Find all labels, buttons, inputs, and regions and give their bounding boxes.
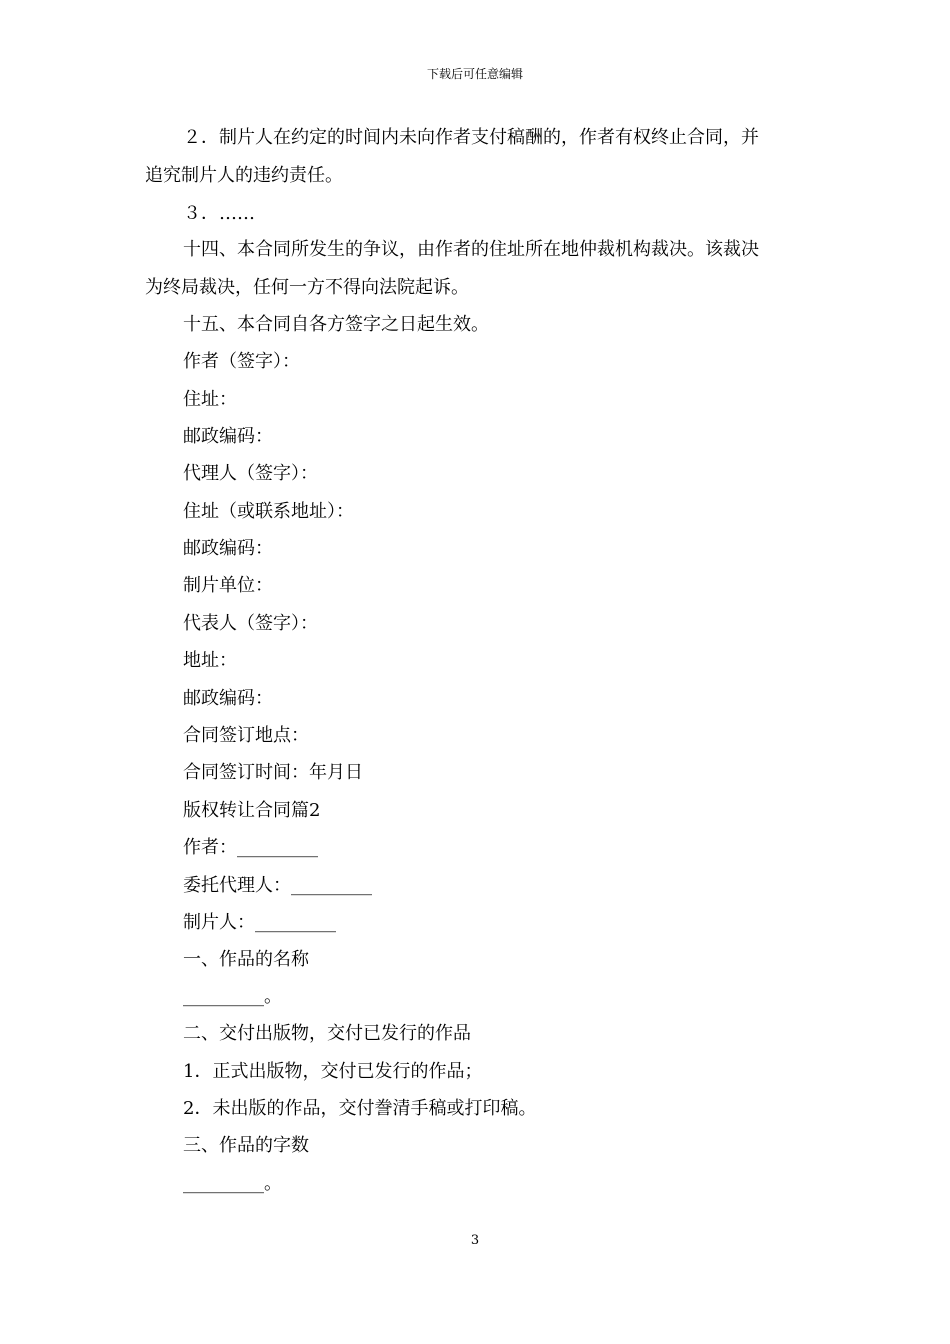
signature-line: 住址： (183, 389, 237, 410)
signature-line: 作者（签字）： (183, 351, 300, 372)
text-line: _________。 (183, 986, 282, 1007)
text-line: 十五、本合同自各方签字之日起生效。 (183, 314, 489, 335)
signature-line: 住址（或联系地址）： (183, 501, 354, 522)
signature-line: 邮政编码： (183, 538, 273, 559)
text-line: 委托代理人：_________ (183, 875, 372, 896)
text-line: ２．制片人在约定的时间内未向作者支付稿酬的，作者有权终止合同，并 (183, 127, 759, 148)
text-line: 一、作品的名称 (183, 949, 309, 970)
text-line: 2．未出版的作品，交付誊清手稿或打印稿。 (183, 1098, 537, 1119)
signature-line: 合同签订时间：年月日 (183, 762, 363, 783)
text-line: _________。 (183, 1173, 282, 1194)
text-line: 1．正式出版物，交付已发行的作品； (183, 1061, 483, 1082)
text-line: 二、交付出版物，交付已发行的作品 (183, 1023, 471, 1044)
signature-line: 邮政编码： (183, 688, 273, 709)
text-line: 十四、本合同所发生的争议，由作者的住址所在地仲裁机构裁决。该裁决 (183, 239, 759, 260)
text-line: 作者：_________ (183, 837, 318, 858)
text-line: 追究制片人的违约责任。 (145, 165, 343, 186)
text-line: ３．…… (183, 203, 255, 224)
text-line: 为终局裁决，任何一方不得向法院起诉。 (145, 277, 469, 298)
signature-line: 代理人（签字）： (183, 463, 318, 484)
signature-line: 邮政编码： (183, 426, 273, 447)
signature-line: 地址： (183, 650, 237, 671)
page-number: 3 (470, 1233, 480, 1248)
signature-line: 合同签订地点： (183, 725, 309, 746)
text-line: 制片人：_________ (183, 912, 336, 933)
page-header: 下载后可任意编辑 (426, 67, 523, 81)
section-title: 版权转让合同篇2 (183, 800, 321, 821)
signature-line: 制片单位： (183, 575, 273, 596)
signature-line: 代表人（签字）： (183, 613, 318, 634)
text-line: 三、作品的字数 (183, 1135, 309, 1156)
